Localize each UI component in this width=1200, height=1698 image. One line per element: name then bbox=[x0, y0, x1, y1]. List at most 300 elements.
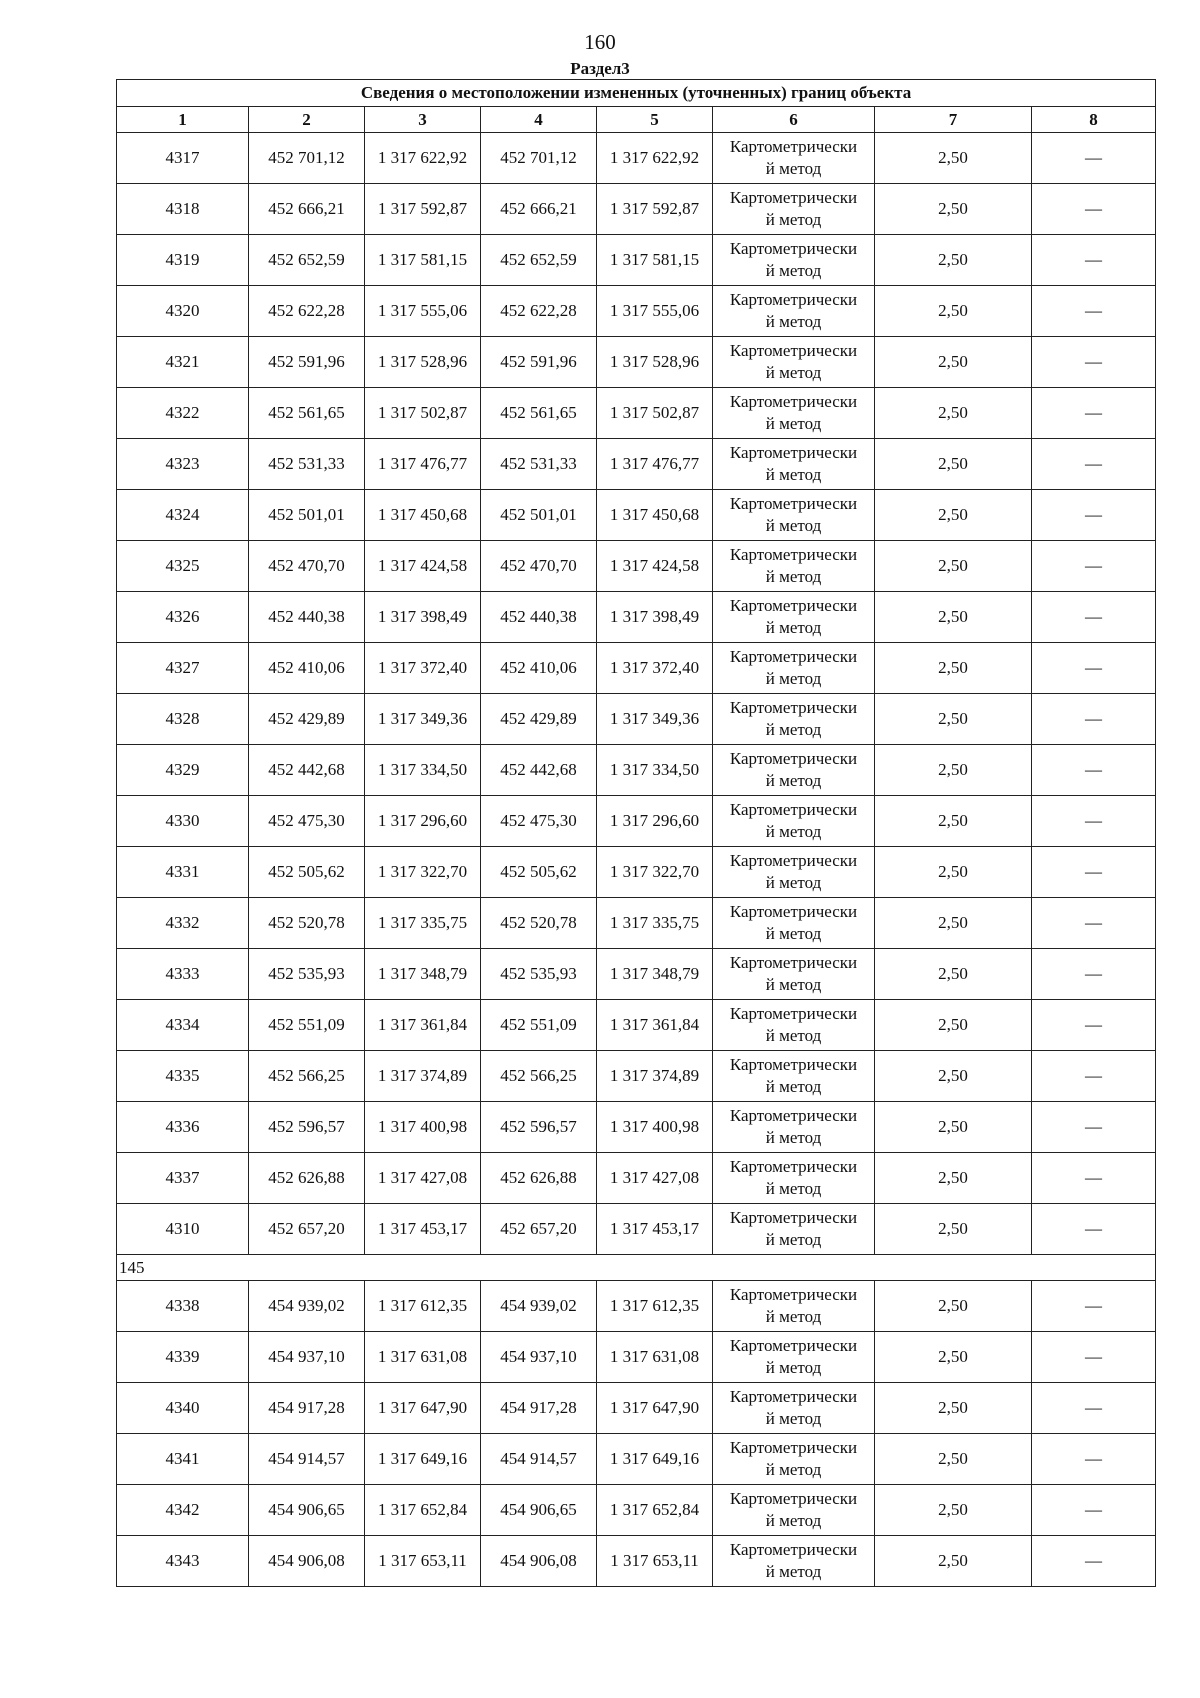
method-line: й метод bbox=[765, 1511, 822, 1530]
method-line: Картометрически bbox=[729, 341, 858, 360]
group-label: 145 bbox=[117, 1255, 1156, 1281]
y-new-cell: 1 317 476,77 bbox=[597, 439, 713, 490]
x-new-cell: 452 666,21 bbox=[481, 184, 597, 235]
method-line: Картометрически bbox=[729, 596, 858, 615]
y-old-cell: 1 317 528,96 bbox=[365, 337, 481, 388]
table-row bbox=[117, 337, 1156, 388]
method-line: Картометрически bbox=[729, 443, 858, 462]
point-number-cell: 4338 bbox=[117, 1281, 249, 1332]
precision-cell: 2,50 bbox=[875, 541, 1032, 592]
method-line: Картометрически bbox=[729, 1285, 858, 1304]
table-row bbox=[117, 235, 1156, 286]
y-new-cell: 1 317 322,70 bbox=[597, 847, 713, 898]
x-new-cell: 452 535,93 bbox=[481, 949, 597, 1000]
column-header: 7 bbox=[875, 107, 1032, 133]
point-number-cell: 4326 bbox=[117, 592, 249, 643]
column-header: 5 bbox=[597, 107, 713, 133]
method-line: й метод bbox=[765, 1179, 822, 1198]
precision-cell: 2,50 bbox=[875, 1153, 1032, 1204]
method-line: й метод bbox=[765, 1230, 822, 1249]
point-number-cell: 4320 bbox=[117, 286, 249, 337]
method-line: й метод bbox=[765, 669, 822, 688]
precision-cell: 2,50 bbox=[875, 694, 1032, 745]
y-old-cell: 1 317 476,77 bbox=[365, 439, 481, 490]
point-number-cell: 4324 bbox=[117, 490, 249, 541]
method-cell bbox=[713, 1102, 875, 1153]
table-row bbox=[117, 1000, 1156, 1051]
table-row bbox=[117, 745, 1156, 796]
x-new-cell: 452 531,33 bbox=[481, 439, 597, 490]
x-new-cell: 452 622,28 bbox=[481, 286, 597, 337]
y-new-cell: 1 317 555,06 bbox=[597, 286, 713, 337]
method-line: Картометрически bbox=[729, 290, 858, 309]
x-new-cell: 452 657,20 bbox=[481, 1204, 597, 1255]
method-cell bbox=[713, 184, 875, 235]
table-body bbox=[117, 133, 1156, 1587]
y-new-cell: 1 317 581,15 bbox=[597, 235, 713, 286]
y-new-cell: 1 317 622,92 bbox=[597, 133, 713, 184]
y-old-cell: 1 317 592,87 bbox=[365, 184, 481, 235]
y-new-cell: 1 317 453,17 bbox=[597, 1204, 713, 1255]
precision-cell: 2,50 bbox=[875, 1051, 1032, 1102]
column-header: 3 bbox=[365, 107, 481, 133]
y-old-cell: 1 317 349,36 bbox=[365, 694, 481, 745]
table-row bbox=[117, 643, 1156, 694]
method-cell bbox=[713, 1485, 875, 1536]
column-header: 8 bbox=[1032, 107, 1156, 133]
precision-cell: 2,50 bbox=[875, 1434, 1032, 1485]
note-cell: — bbox=[1032, 133, 1156, 184]
method-line: й метод bbox=[765, 771, 822, 790]
precision-cell: 2,50 bbox=[875, 1536, 1032, 1587]
x-old-cell: 452 551,09 bbox=[249, 1000, 365, 1051]
method-line: й метод bbox=[765, 210, 822, 229]
x-old-cell: 454 906,65 bbox=[249, 1485, 365, 1536]
y-old-cell: 1 317 649,16 bbox=[365, 1434, 481, 1485]
method-cell bbox=[713, 592, 875, 643]
x-new-cell: 452 410,06 bbox=[481, 643, 597, 694]
method-line: й метод bbox=[765, 822, 822, 841]
y-old-cell: 1 317 581,15 bbox=[365, 235, 481, 286]
point-number-cell: 4328 bbox=[117, 694, 249, 745]
method-line: й метод bbox=[765, 516, 822, 535]
point-number-cell: 4331 bbox=[117, 847, 249, 898]
note-cell: — bbox=[1032, 1204, 1156, 1255]
method-cell bbox=[713, 796, 875, 847]
precision-cell: 2,50 bbox=[875, 388, 1032, 439]
x-new-cell: 452 475,30 bbox=[481, 796, 597, 847]
y-old-cell: 1 317 612,35 bbox=[365, 1281, 481, 1332]
method-cell bbox=[713, 1000, 875, 1051]
point-number-cell: 4327 bbox=[117, 643, 249, 694]
method-cell bbox=[713, 1536, 875, 1587]
y-new-cell: 1 317 592,87 bbox=[597, 184, 713, 235]
table-row bbox=[117, 796, 1156, 847]
y-old-cell: 1 317 335,75 bbox=[365, 898, 481, 949]
note-cell: — bbox=[1032, 388, 1156, 439]
precision-cell: 2,50 bbox=[875, 1332, 1032, 1383]
x-old-cell: 452 505,62 bbox=[249, 847, 365, 898]
point-number-cell: 4340 bbox=[117, 1383, 249, 1434]
table-row bbox=[117, 1536, 1156, 1587]
table-row bbox=[117, 847, 1156, 898]
method-line: Картометрически bbox=[729, 1106, 858, 1125]
note-cell: — bbox=[1032, 490, 1156, 541]
x-new-cell: 452 501,01 bbox=[481, 490, 597, 541]
section-title: Раздел3 bbox=[570, 59, 630, 78]
method-line: Картометрически bbox=[729, 1336, 858, 1355]
y-new-cell: 1 317 450,68 bbox=[597, 490, 713, 541]
x-new-cell: 452 442,68 bbox=[481, 745, 597, 796]
point-number-cell: 4341 bbox=[117, 1434, 249, 1485]
method-line: Картометрически bbox=[729, 1055, 858, 1074]
x-old-cell: 452 596,57 bbox=[249, 1102, 365, 1153]
y-old-cell: 1 317 450,68 bbox=[365, 490, 481, 541]
x-old-cell: 454 914,57 bbox=[249, 1434, 365, 1485]
table-row bbox=[117, 133, 1156, 184]
y-new-cell: 1 317 502,87 bbox=[597, 388, 713, 439]
method-line: Картометрически bbox=[729, 1540, 858, 1559]
method-line: Картометрически bbox=[729, 749, 858, 768]
precision-cell: 2,50 bbox=[875, 286, 1032, 337]
y-new-cell: 1 317 372,40 bbox=[597, 643, 713, 694]
boundary-table bbox=[116, 79, 1156, 1587]
method-line: Картометрически bbox=[729, 1387, 858, 1406]
method-cell bbox=[713, 949, 875, 1000]
x-old-cell: 452 701,12 bbox=[249, 133, 365, 184]
x-new-cell: 452 551,09 bbox=[481, 1000, 597, 1051]
y-new-cell: 1 317 649,16 bbox=[597, 1434, 713, 1485]
note-cell: — bbox=[1032, 1485, 1156, 1536]
note-cell: — bbox=[1032, 643, 1156, 694]
precision-cell: 2,50 bbox=[875, 898, 1032, 949]
method-cell bbox=[713, 694, 875, 745]
method-cell bbox=[713, 1153, 875, 1204]
note-cell: — bbox=[1032, 796, 1156, 847]
x-old-cell: 452 475,30 bbox=[249, 796, 365, 847]
method-cell bbox=[713, 847, 875, 898]
point-number-cell: 4342 bbox=[117, 1485, 249, 1536]
method-line: Картометрически bbox=[729, 392, 858, 411]
precision-cell: 2,50 bbox=[875, 235, 1032, 286]
x-old-cell: 452 591,96 bbox=[249, 337, 365, 388]
method-line: Картометрически bbox=[729, 647, 858, 666]
x-new-cell: 454 937,10 bbox=[481, 1332, 597, 1383]
column-header: 1 bbox=[117, 107, 249, 133]
method-cell bbox=[713, 490, 875, 541]
note-cell: — bbox=[1032, 898, 1156, 949]
note-cell: — bbox=[1032, 1281, 1156, 1332]
y-old-cell: 1 317 334,50 bbox=[365, 745, 481, 796]
point-number-cell: 4336 bbox=[117, 1102, 249, 1153]
y-old-cell: 1 317 652,84 bbox=[365, 1485, 481, 1536]
method-line: й метод bbox=[765, 873, 822, 892]
method-line: Картометрически bbox=[729, 1004, 858, 1023]
method-line: Картометрически bbox=[729, 851, 858, 870]
y-old-cell: 1 317 400,98 bbox=[365, 1102, 481, 1153]
note-cell: — bbox=[1032, 592, 1156, 643]
y-new-cell: 1 317 296,60 bbox=[597, 796, 713, 847]
y-new-cell: 1 317 424,58 bbox=[597, 541, 713, 592]
method-cell bbox=[713, 337, 875, 388]
table-row bbox=[117, 694, 1156, 745]
note-cell: — bbox=[1032, 541, 1156, 592]
note-cell: — bbox=[1032, 235, 1156, 286]
precision-cell: 2,50 bbox=[875, 1383, 1032, 1434]
method-line: й метод bbox=[765, 720, 822, 739]
x-old-cell: 452 666,21 bbox=[249, 184, 365, 235]
point-number-cell: 4337 bbox=[117, 1153, 249, 1204]
note-cell: — bbox=[1032, 1000, 1156, 1051]
y-new-cell: 1 317 348,79 bbox=[597, 949, 713, 1000]
point-number-cell: 4330 bbox=[117, 796, 249, 847]
x-old-cell: 452 410,06 bbox=[249, 643, 365, 694]
method-cell bbox=[713, 1383, 875, 1434]
method-line: й метод bbox=[765, 924, 822, 943]
table-row bbox=[117, 388, 1156, 439]
precision-cell: 2,50 bbox=[875, 337, 1032, 388]
precision-cell: 2,50 bbox=[875, 592, 1032, 643]
method-line: й метод bbox=[765, 567, 822, 586]
x-old-cell: 452 622,28 bbox=[249, 286, 365, 337]
precision-cell: 2,50 bbox=[875, 949, 1032, 1000]
column-header: 2 bbox=[249, 107, 365, 133]
precision-cell: 2,50 bbox=[875, 1281, 1032, 1332]
x-old-cell: 452 442,68 bbox=[249, 745, 365, 796]
x-old-cell: 454 906,08 bbox=[249, 1536, 365, 1587]
y-new-cell: 1 317 400,98 bbox=[597, 1102, 713, 1153]
y-old-cell: 1 317 348,79 bbox=[365, 949, 481, 1000]
precision-cell: 2,50 bbox=[875, 1485, 1032, 1536]
y-old-cell: 1 317 647,90 bbox=[365, 1383, 481, 1434]
note-cell: — bbox=[1032, 1153, 1156, 1204]
x-new-cell: 452 591,96 bbox=[481, 337, 597, 388]
y-new-cell: 1 317 652,84 bbox=[597, 1485, 713, 1536]
x-new-cell: 452 440,38 bbox=[481, 592, 597, 643]
table-row bbox=[117, 949, 1156, 1000]
method-line: й метод bbox=[765, 1358, 822, 1377]
x-old-cell: 452 501,01 bbox=[249, 490, 365, 541]
table-row bbox=[117, 1102, 1156, 1153]
note-cell: — bbox=[1032, 286, 1156, 337]
column-header: 6 bbox=[713, 107, 875, 133]
x-new-cell: 452 520,78 bbox=[481, 898, 597, 949]
note-cell: — bbox=[1032, 1383, 1156, 1434]
method-line: Картометрически bbox=[729, 239, 858, 258]
x-new-cell: 454 906,65 bbox=[481, 1485, 597, 1536]
x-old-cell: 452 429,89 bbox=[249, 694, 365, 745]
precision-cell: 2,50 bbox=[875, 184, 1032, 235]
note-cell: — bbox=[1032, 1434, 1156, 1485]
point-number-cell: 4310 bbox=[117, 1204, 249, 1255]
point-number-cell: 4319 bbox=[117, 235, 249, 286]
x-old-cell: 452 657,20 bbox=[249, 1204, 365, 1255]
note-cell: — bbox=[1032, 1051, 1156, 1102]
page-number: 160 bbox=[584, 30, 616, 54]
x-new-cell: 454 917,28 bbox=[481, 1383, 597, 1434]
x-old-cell: 452 561,65 bbox=[249, 388, 365, 439]
point-number-cell: 4335 bbox=[117, 1051, 249, 1102]
note-cell: — bbox=[1032, 1332, 1156, 1383]
precision-cell: 2,50 bbox=[875, 847, 1032, 898]
point-number-cell: 4323 bbox=[117, 439, 249, 490]
group-row bbox=[117, 1255, 1156, 1281]
y-old-cell: 1 317 374,89 bbox=[365, 1051, 481, 1102]
method-line: Картометрически bbox=[729, 1489, 858, 1508]
method-line: Картометрически bbox=[729, 1438, 858, 1457]
x-old-cell: 452 535,93 bbox=[249, 949, 365, 1000]
x-old-cell: 452 566,25 bbox=[249, 1051, 365, 1102]
method-cell bbox=[713, 388, 875, 439]
method-line: й метод bbox=[765, 1077, 822, 1096]
table-row bbox=[117, 490, 1156, 541]
note-cell: — bbox=[1032, 337, 1156, 388]
table-row bbox=[117, 1153, 1156, 1204]
precision-cell: 2,50 bbox=[875, 643, 1032, 694]
x-new-cell: 454 914,57 bbox=[481, 1434, 597, 1485]
method-line: й метод bbox=[765, 312, 822, 331]
y-new-cell: 1 317 335,75 bbox=[597, 898, 713, 949]
method-line: Картометрически bbox=[729, 1208, 858, 1227]
y-old-cell: 1 317 361,84 bbox=[365, 1000, 481, 1051]
y-new-cell: 1 317 349,36 bbox=[597, 694, 713, 745]
y-old-cell: 1 317 653,11 bbox=[365, 1536, 481, 1587]
y-new-cell: 1 317 374,89 bbox=[597, 1051, 713, 1102]
method-line: й метод bbox=[765, 1460, 822, 1479]
method-line: й метод bbox=[765, 261, 822, 280]
method-line: Картометрически bbox=[729, 545, 858, 564]
method-cell bbox=[713, 1434, 875, 1485]
precision-cell: 2,50 bbox=[875, 1102, 1032, 1153]
precision-cell: 2,50 bbox=[875, 796, 1032, 847]
method-line: й метод bbox=[765, 1307, 822, 1326]
y-old-cell: 1 317 453,17 bbox=[365, 1204, 481, 1255]
x-old-cell: 452 520,78 bbox=[249, 898, 365, 949]
point-number-cell: 4322 bbox=[117, 388, 249, 439]
x-new-cell: 452 596,57 bbox=[481, 1102, 597, 1153]
point-number-cell: 4329 bbox=[117, 745, 249, 796]
method-line: Картометрически bbox=[729, 800, 858, 819]
method-line: й метод bbox=[765, 159, 822, 178]
x-new-cell: 452 505,62 bbox=[481, 847, 597, 898]
method-cell bbox=[713, 643, 875, 694]
method-cell bbox=[713, 745, 875, 796]
method-line: Картометрически bbox=[729, 137, 858, 156]
method-cell bbox=[713, 1332, 875, 1383]
method-line: Картометрически bbox=[729, 953, 858, 972]
method-line: й метод bbox=[765, 414, 822, 433]
note-cell: — bbox=[1032, 439, 1156, 490]
method-line: й метод bbox=[765, 465, 822, 484]
method-cell bbox=[713, 541, 875, 592]
note-cell: — bbox=[1032, 745, 1156, 796]
point-number-cell: 4325 bbox=[117, 541, 249, 592]
y-old-cell: 1 317 502,87 bbox=[365, 388, 481, 439]
point-number-cell: 4332 bbox=[117, 898, 249, 949]
y-old-cell: 1 317 398,49 bbox=[365, 592, 481, 643]
table-row bbox=[117, 286, 1156, 337]
y-old-cell: 1 317 622,92 bbox=[365, 133, 481, 184]
y-new-cell: 1 317 427,08 bbox=[597, 1153, 713, 1204]
x-new-cell: 452 626,88 bbox=[481, 1153, 597, 1204]
method-cell bbox=[713, 1204, 875, 1255]
x-old-cell: 452 440,38 bbox=[249, 592, 365, 643]
x-old-cell: 452 652,59 bbox=[249, 235, 365, 286]
method-line: й метод bbox=[765, 1562, 822, 1581]
x-new-cell: 452 652,59 bbox=[481, 235, 597, 286]
y-new-cell: 1 317 653,11 bbox=[597, 1536, 713, 1587]
precision-cell: 2,50 bbox=[875, 1204, 1032, 1255]
x-new-cell: 452 701,12 bbox=[481, 133, 597, 184]
point-number-cell: 4333 bbox=[117, 949, 249, 1000]
method-line: й метод bbox=[765, 1128, 822, 1147]
table-row bbox=[117, 184, 1156, 235]
y-new-cell: 1 317 528,96 bbox=[597, 337, 713, 388]
y-old-cell: 1 317 427,08 bbox=[365, 1153, 481, 1204]
method-line: Картометрически bbox=[729, 1157, 858, 1176]
y-new-cell: 1 317 361,84 bbox=[597, 1000, 713, 1051]
column-header: 4 bbox=[481, 107, 597, 133]
precision-cell: 2,50 bbox=[875, 439, 1032, 490]
y-new-cell: 1 317 647,90 bbox=[597, 1383, 713, 1434]
precision-cell: 2,50 bbox=[875, 133, 1032, 184]
method-line: й метод bbox=[765, 363, 822, 382]
method-cell bbox=[713, 1051, 875, 1102]
y-old-cell: 1 317 631,08 bbox=[365, 1332, 481, 1383]
point-number-cell: 4318 bbox=[117, 184, 249, 235]
point-number-cell: 4321 bbox=[117, 337, 249, 388]
method-line: Картометрически bbox=[729, 902, 858, 921]
table-row bbox=[117, 1204, 1156, 1255]
x-old-cell: 454 917,28 bbox=[249, 1383, 365, 1434]
method-line: й метод bbox=[765, 618, 822, 637]
y-new-cell: 1 317 398,49 bbox=[597, 592, 713, 643]
table-row bbox=[117, 1332, 1156, 1383]
table-row bbox=[117, 1383, 1156, 1434]
y-old-cell: 1 317 424,58 bbox=[365, 541, 481, 592]
x-old-cell: 454 937,10 bbox=[249, 1332, 365, 1383]
y-new-cell: 1 317 631,08 bbox=[597, 1332, 713, 1383]
x-old-cell: 452 626,88 bbox=[249, 1153, 365, 1204]
table-row bbox=[117, 541, 1156, 592]
x-new-cell: 452 470,70 bbox=[481, 541, 597, 592]
method-line: й метод bbox=[765, 1026, 822, 1045]
point-number-cell: 4343 bbox=[117, 1536, 249, 1587]
y-new-cell: 1 317 334,50 bbox=[597, 745, 713, 796]
y-old-cell: 1 317 296,60 bbox=[365, 796, 481, 847]
point-number-cell: 4317 bbox=[117, 133, 249, 184]
method-line: Картометрически bbox=[729, 698, 858, 717]
note-cell: — bbox=[1032, 949, 1156, 1000]
x-old-cell: 452 470,70 bbox=[249, 541, 365, 592]
method-cell bbox=[713, 286, 875, 337]
table-row bbox=[117, 439, 1156, 490]
note-cell: — bbox=[1032, 1102, 1156, 1153]
table-row bbox=[117, 898, 1156, 949]
method-line: Картометрически bbox=[729, 494, 858, 513]
x-old-cell: 454 939,02 bbox=[249, 1281, 365, 1332]
table-row bbox=[117, 592, 1156, 643]
precision-cell: 2,50 bbox=[875, 1000, 1032, 1051]
x-new-cell: 454 906,08 bbox=[481, 1536, 597, 1587]
method-line: Картометрически bbox=[729, 188, 858, 207]
method-line: й метод bbox=[765, 1409, 822, 1428]
method-cell bbox=[713, 439, 875, 490]
note-cell: — bbox=[1032, 847, 1156, 898]
point-number-cell: 4334 bbox=[117, 1000, 249, 1051]
method-cell bbox=[713, 235, 875, 286]
y-old-cell: 1 317 555,06 bbox=[365, 286, 481, 337]
